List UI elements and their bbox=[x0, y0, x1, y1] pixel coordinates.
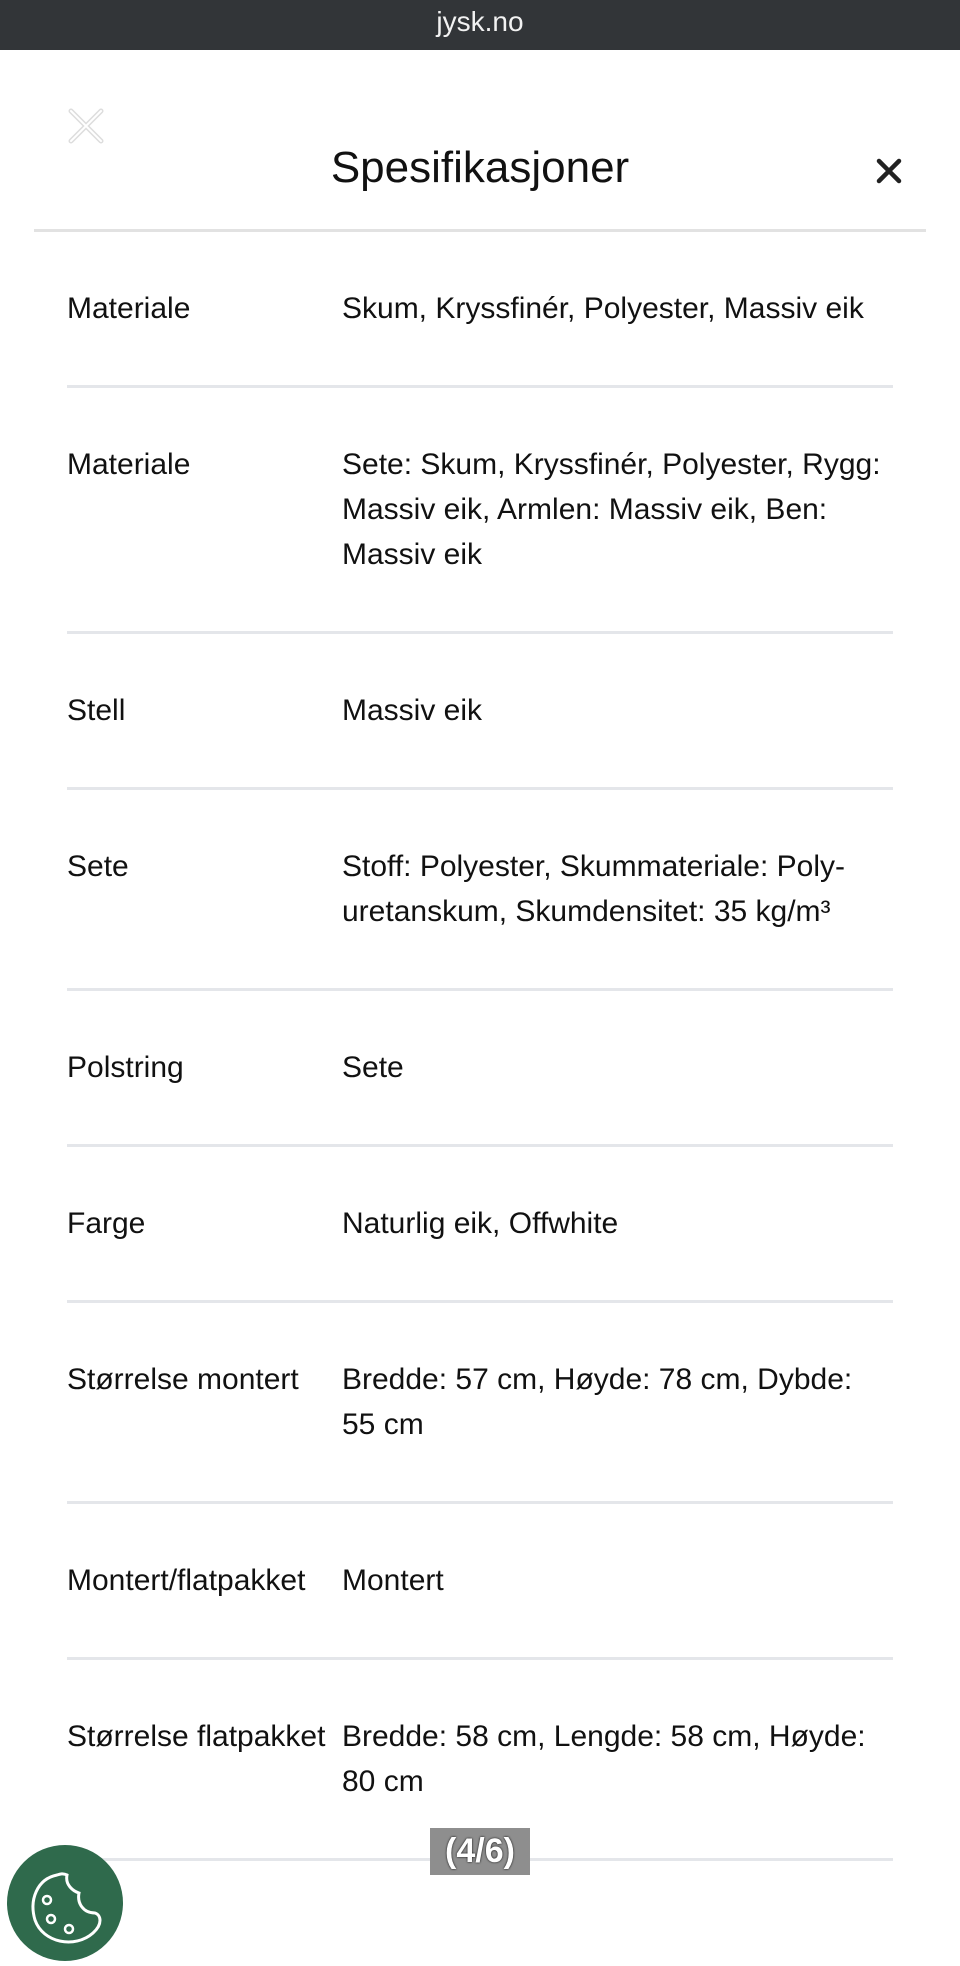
spec-label: Størrelse flatpakket bbox=[67, 1720, 326, 1753]
cookie-settings-button[interactable] bbox=[7, 1845, 123, 1961]
specification-list bbox=[67, 232, 893, 1861]
spec-label: Stell bbox=[67, 694, 126, 727]
browser-url-bar bbox=[0, 0, 960, 50]
spec-value: Skum, Kryssfinér, Polyester, Massiv eik bbox=[342, 292, 864, 325]
spec-value: Sete: Skum, Kryssfinér, Polyester, Rygg: Massiv eik, Armlen: Massiv eik, Ben: Massiv eik bbox=[342, 448, 881, 571]
domain-label: jysk.no bbox=[436, 6, 524, 37]
modal-title: Spesifikasjoner bbox=[330, 143, 630, 192]
spec-value: Massiv eik bbox=[342, 694, 483, 727]
spec-label: Polstring bbox=[67, 1051, 184, 1084]
spec-value: Bredde: 58 cm, Lengde: 58 cm, Høyde: 80 cm bbox=[342, 1720, 866, 1798]
spec-label: Materiale bbox=[67, 448, 191, 481]
spec-row bbox=[67, 232, 893, 388]
close-icon[interactable] bbox=[872, 154, 906, 188]
cookie-icon bbox=[7, 1845, 123, 1961]
spec-label: Materiale bbox=[67, 292, 191, 325]
spec-label: Farge bbox=[67, 1207, 146, 1240]
spec-value: Naturlig eik, Offwhite bbox=[342, 1207, 619, 1240]
spec-value: Stoff: Polyester, Skummateriale: Polyuretanskum, Skumdensitet: 35 kg/m³ bbox=[342, 850, 845, 928]
spec-row bbox=[67, 790, 893, 991]
page-counter: (4/6) bbox=[430, 1828, 530, 1875]
spec-label: Størrelse montert bbox=[67, 1363, 299, 1396]
spec-row bbox=[67, 1147, 893, 1303]
spec-row bbox=[67, 388, 893, 634]
spec-row bbox=[67, 1504, 893, 1660]
spec-value: Montert bbox=[342, 1564, 444, 1597]
spec-row bbox=[67, 634, 893, 790]
spec-value: Bredde: 57 cm, Høyde: 78 cm, Dybde: 55 cm bbox=[342, 1363, 853, 1441]
spec-value: Sete bbox=[342, 1051, 404, 1084]
spec-row bbox=[67, 991, 893, 1147]
spec-label: Montert/flatpakket bbox=[67, 1564, 306, 1597]
spec-row bbox=[67, 1303, 893, 1504]
spec-label: Sete bbox=[67, 850, 129, 883]
